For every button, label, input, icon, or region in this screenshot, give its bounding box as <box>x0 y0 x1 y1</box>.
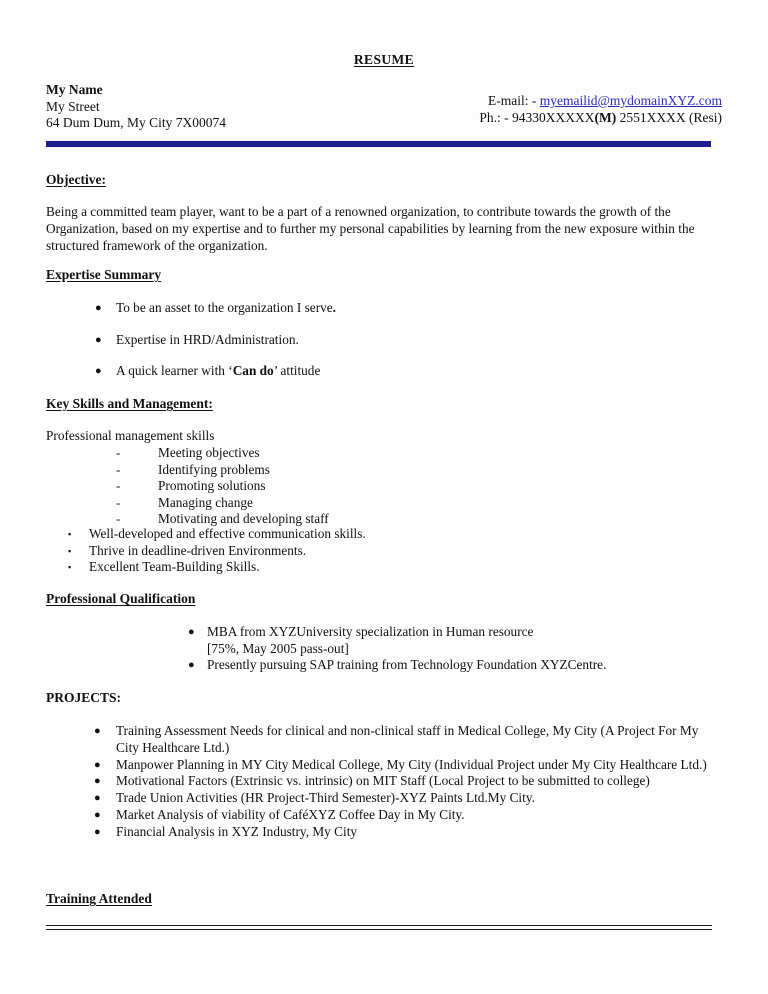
list-item-label: Trade Union Activities (HR Project-Third Semester)-XYZ Paints Ltd.My City. <box>116 790 535 806</box>
list-item <box>68 526 628 543</box>
email-line <box>479 93 722 110</box>
phone-number-prefix: Ph.: - 94330XXXXX <box>479 109 595 125</box>
footer-divider-rule <box>46 925 712 930</box>
list-item-label: Training Assessment Needs for clinical and non-clinical staff in Medical College, My City (A Project For My City Healthcare Ltd.) <box>116 723 699 755</box>
list-item <box>95 363 655 380</box>
round-bullet-icon: ● <box>188 626 195 638</box>
key-skills-square-list <box>68 526 628 576</box>
dash-marker-icon: - <box>116 445 121 460</box>
applicant-street: My Street <box>46 98 100 114</box>
section-heading-training-attended: Training Attended <box>46 891 152 906</box>
page-title: RESUME <box>353 52 415 67</box>
section-heading-objective: Objective: <box>46 172 106 187</box>
projects-list <box>94 723 708 841</box>
email-label: E-mail: - <box>487 93 537 108</box>
round-bullet-icon: ● <box>95 302 102 314</box>
section-heading-professional-qualification: Professional Qualification <box>46 591 196 606</box>
round-bullet-icon: ● <box>95 333 102 346</box>
round-bullet-icon: ● <box>95 365 102 378</box>
section-heading-expertise-summary: Expertise Summary <box>46 267 162 282</box>
list-item-label: Motivational Factors (Extrinsic vs. intrinsic) on MIT Staff (Local Project to be submitted to college) <box>116 773 650 789</box>
applicant-name: My Name <box>46 82 103 97</box>
list-item-label: Thrive in deadline-driven Environments. <box>89 542 307 558</box>
applicant-address-block <box>46 82 226 132</box>
list-item <box>94 790 708 807</box>
dash-marker-icon: - <box>116 494 121 510</box>
list-item <box>94 807 708 824</box>
list-item-label: Financial Analysis in XYZ Industry, My City <box>116 823 358 839</box>
list-item-label: A quick learner with ‘Can do’ attitude <box>116 363 321 379</box>
round-bullet-icon: ● <box>188 659 195 672</box>
list-item-label: To be an asset to the organization I serve. <box>116 300 336 315</box>
contact-block <box>479 93 722 126</box>
square-bullet-icon: ▪ <box>68 562 72 573</box>
round-bullet-icon: ● <box>94 725 101 737</box>
header-divider-rule <box>46 141 711 147</box>
list-item-label: Market Analysis of viability of CaféXYZ Coffee Day in My City. <box>116 806 465 822</box>
list-item <box>68 559 628 576</box>
phone-number-suffix: 2551XXXX (Resi) <box>616 109 722 125</box>
phone-line <box>479 110 722 127</box>
list-item-label: Manpower Planning in MY City Medical College, My City (Individual Project under My City Healthcare Ltd.) <box>116 756 707 772</box>
list-item <box>68 543 628 560</box>
list-item <box>188 624 668 657</box>
square-bullet-icon: ▪ <box>68 529 72 539</box>
list-item-label: Managing change <box>158 494 253 510</box>
list-item-label: Expertise in HRD/Administration. <box>116 331 299 347</box>
list-item-label: Promoting solutions <box>158 478 266 494</box>
key-skills-dash-list <box>116 445 616 528</box>
round-bullet-icon: ● <box>94 758 101 771</box>
list-item-label: Identifying problems <box>158 461 270 477</box>
key-skills-intro: Professional management skills <box>46 428 215 443</box>
list-item <box>94 757 708 774</box>
round-bullet-icon: ● <box>94 792 101 805</box>
expertise-summary-list <box>95 300 655 395</box>
list-item <box>116 495 616 512</box>
list-item <box>94 723 708 757</box>
dash-marker-icon: - <box>116 511 121 527</box>
list-item <box>116 445 616 462</box>
section-heading-projects: PROJECTS: <box>46 690 122 705</box>
objective-paragraph: Being a committed team player, want to be a part of a renowned organization, to contribute towards the growth of the Organization, based on my expertise and to further my personal capabilities by learning from the new exposure within the structured framework of the organization. <box>46 204 695 253</box>
list-item <box>188 657 668 674</box>
square-bullet-icon: ▪ <box>68 545 72 556</box>
email-link[interactable]: myemailid@mydomainXYZ.com <box>539 93 722 108</box>
list-item-label: Excellent Team-Building Skills. <box>89 559 260 575</box>
list-item <box>94 773 708 790</box>
section-heading-key-skills: Key Skills and Management: <box>46 396 213 411</box>
round-bullet-icon: ● <box>94 775 101 788</box>
list-item-label: Well-developed and effective communication skills. <box>89 526 366 541</box>
list-item-label: Motivating and developing staff <box>158 511 329 527</box>
round-bullet-icon: ● <box>94 825 101 838</box>
header-block <box>46 82 722 132</box>
list-item <box>116 462 616 479</box>
list-item-subtext: [75%, May 2005 pass-out] <box>207 640 349 656</box>
phone-mobile-tag: (M) <box>594 109 617 125</box>
list-item-label: Presently pursuing SAP training from Technology Foundation XYZCentre. <box>207 657 607 673</box>
list-item-label: Meeting objectives <box>158 445 260 460</box>
professional-qualification-list <box>188 624 668 674</box>
list-item-label: MBA from XYZUniversity specialization in Human resource <box>207 624 534 639</box>
list-item <box>116 478 616 495</box>
applicant-city-line: 64 Dum Dum, My City 7X00074 <box>46 115 227 131</box>
list-item <box>95 332 655 349</box>
list-item <box>94 824 708 841</box>
dash-marker-icon: - <box>116 461 121 477</box>
list-item <box>95 300 655 317</box>
dash-marker-icon: - <box>116 478 121 494</box>
round-bullet-icon: ● <box>94 808 101 821</box>
